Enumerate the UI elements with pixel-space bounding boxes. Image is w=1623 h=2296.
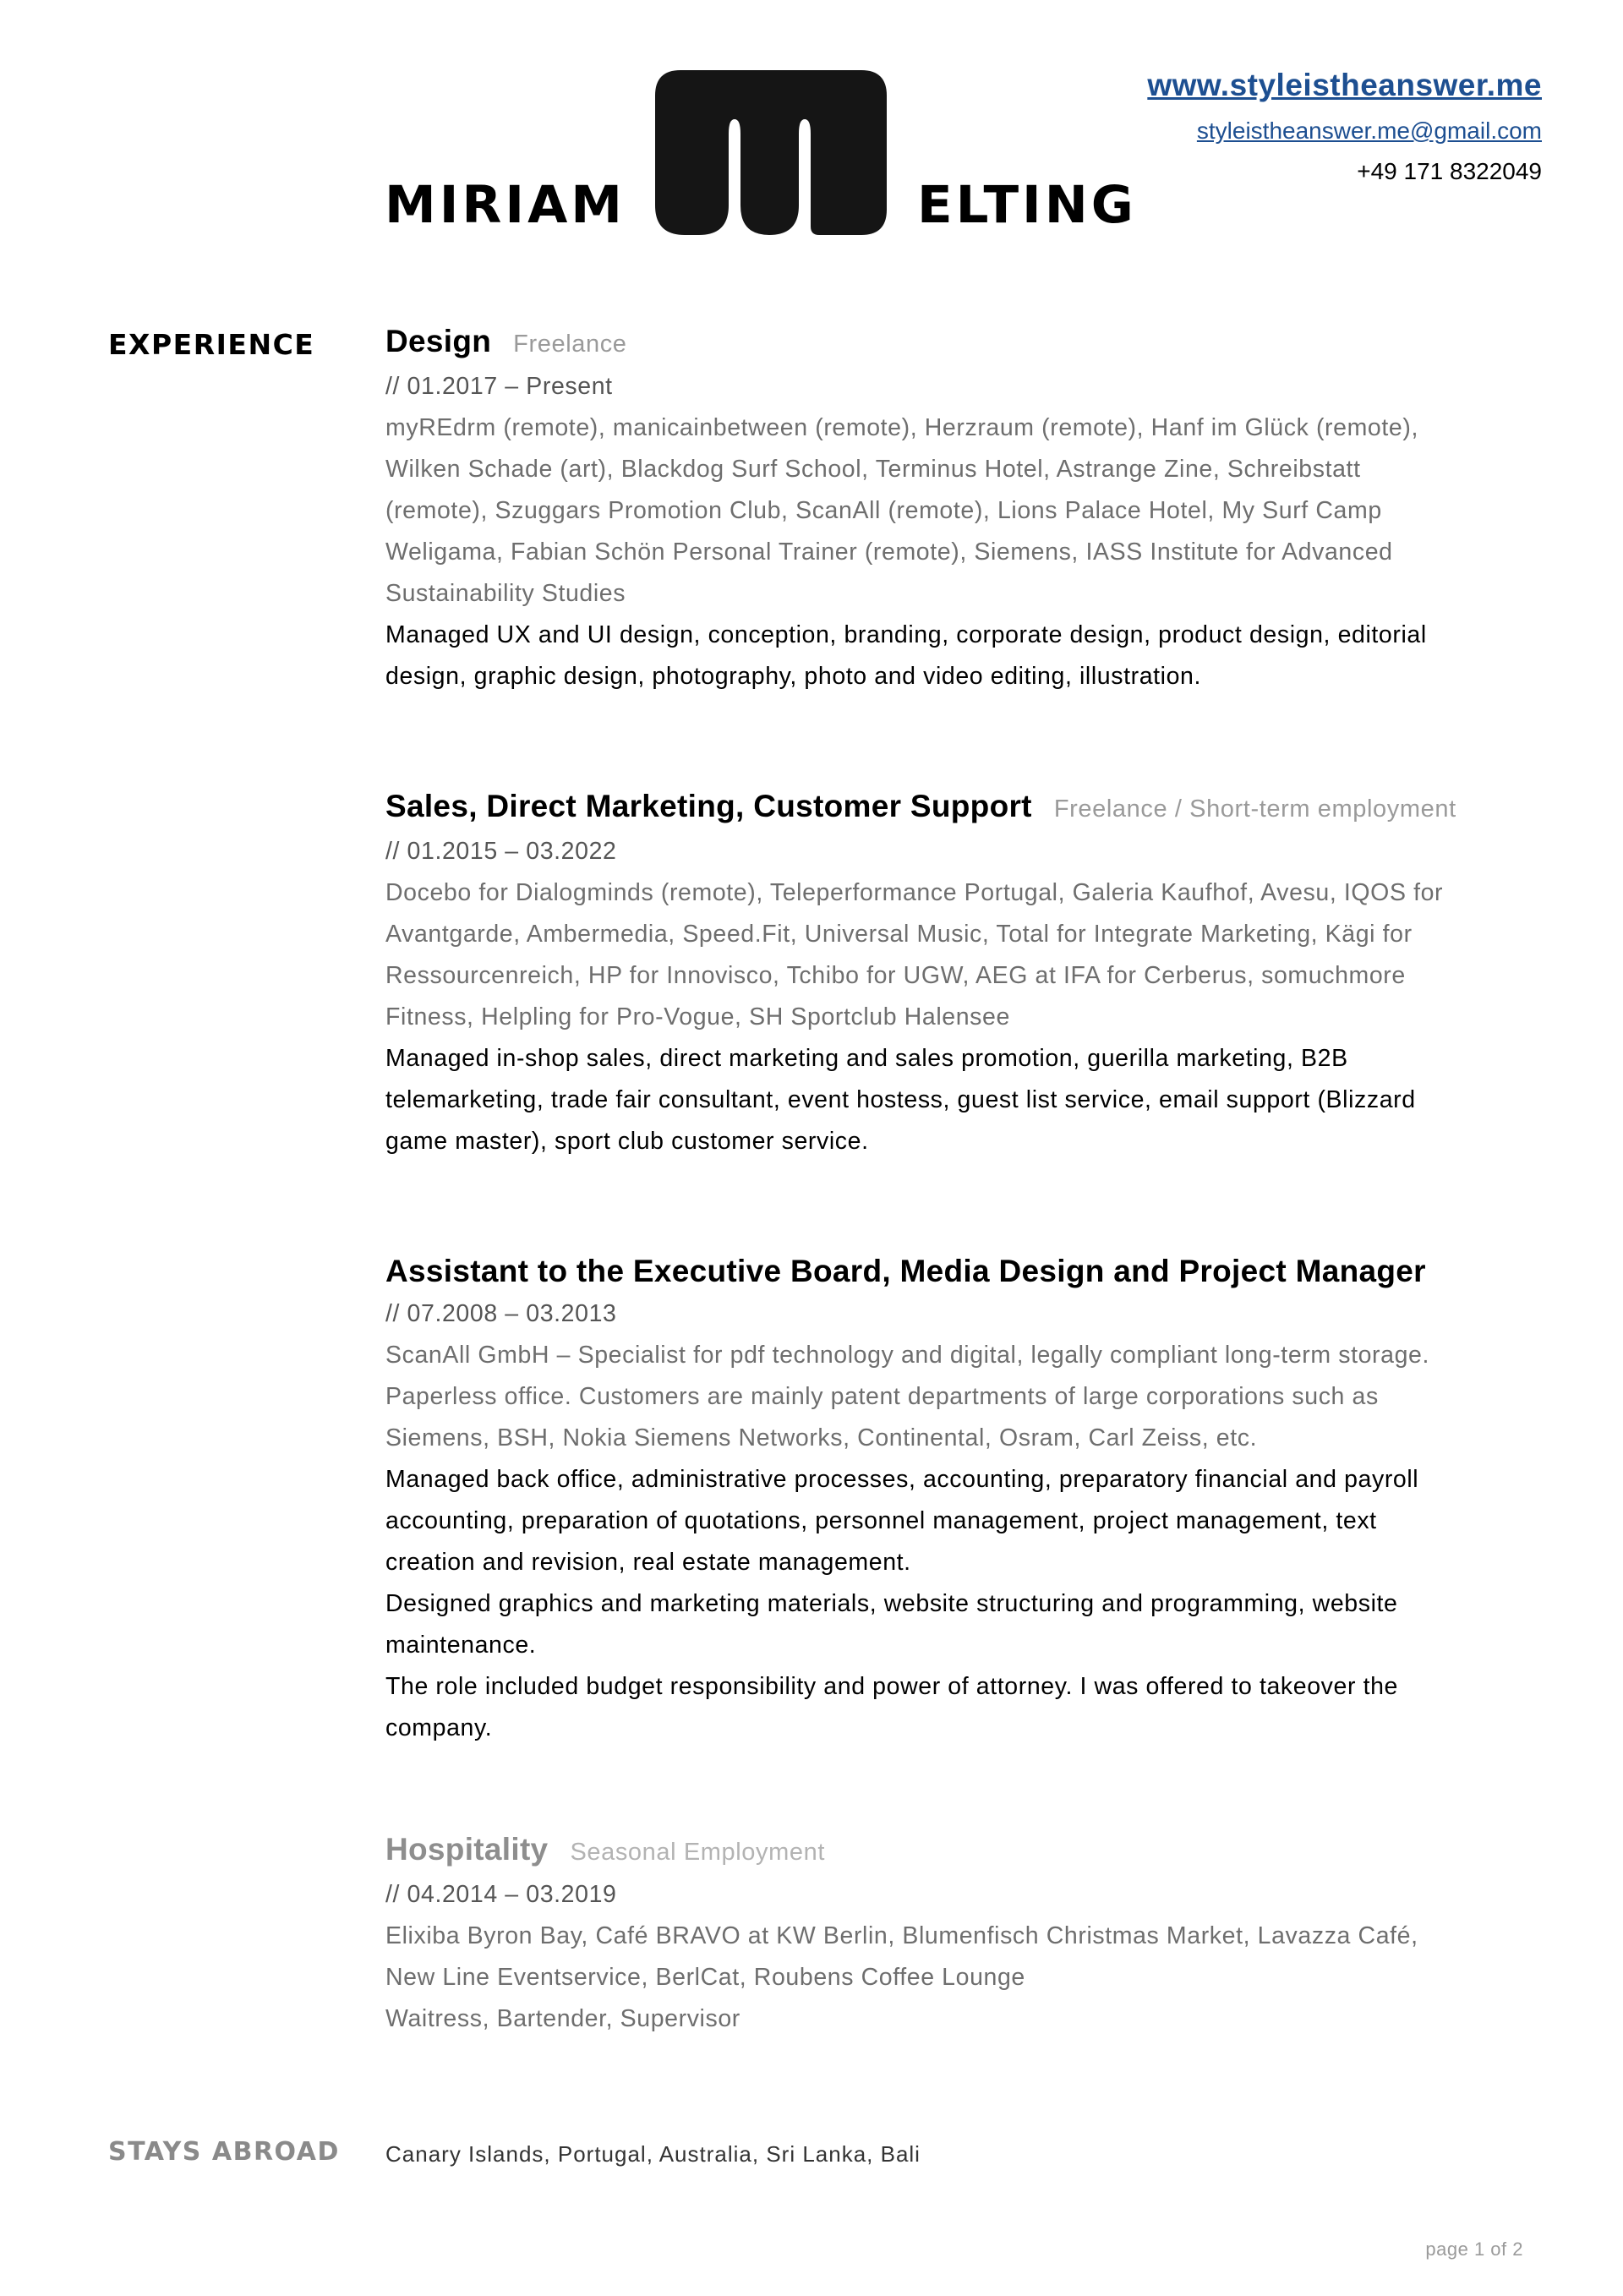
duty-line: maintenance. — [385, 1632, 537, 1659]
duty-line: Managed UX and UI design, conception, branding, corporate design, product design, editorial — [385, 621, 1427, 648]
job-title-row — [385, 784, 1527, 831]
client-line: Siemens, BSH, Nokia Siemens Networks, Continental, Osram, Carl Zeiss, etc. — [385, 1424, 1258, 1451]
job-title: Hospitality — [385, 1832, 549, 1867]
duty-line: Managed in-shop sales, direct marketing and sales promotion, guerilla marketing, B2B — [385, 1045, 1348, 1072]
duty-line: game master), sport club customer service. — [385, 1128, 869, 1155]
job-title: Design — [385, 324, 492, 358]
client-line: Fitness, Helpling for Pro-Vogue, SH Sportclub Halensee — [385, 1003, 1010, 1030]
stays-abroad-list: Canary Islands, Portugal, Australia, Sri Lanka, Bali — [385, 2141, 921, 2167]
first-name: MIRIAM — [385, 175, 626, 235]
job-title-row — [385, 320, 1527, 366]
duty-line: design, graphic design, photography, photo and video editing, illustration. — [385, 663, 1202, 690]
experience-heading: EXPERIENCE — [108, 328, 315, 361]
job-entry — [385, 1249, 1527, 1749]
job-type: Seasonal Employment — [570, 1839, 825, 1866]
contact-block — [1147, 64, 1542, 192]
duty-line: company. — [385, 1714, 493, 1741]
job-title: Assistant to the Executive Board, Media Design and Project Manager — [385, 1254, 1426, 1288]
client-line: Elixiba Byron Bay, Café BRAVO at KW Berlin, Blumenfisch Christmas Market, Lavazza Café, — [385, 1922, 1418, 1949]
client-line: Sustainability Studies — [385, 580, 626, 607]
job-entry — [385, 1828, 1527, 2040]
client-line: ScanAll GmbH – Specialist for pdf technology and digital, legally compliant long-term storage. — [385, 1342, 1430, 1369]
job-entry — [385, 320, 1527, 697]
client-line: Waitress, Bartender, Supervisor — [385, 2005, 740, 2032]
duty-line: accounting, preparation of quotations, personnel management, project management, text — [385, 1507, 1377, 1534]
client-line: New Line Eventservice, BerlCat, Roubens Coffee Lounge — [385, 1964, 1025, 1991]
client-line: Wilken Schade (art), Blackdog Surf School, Terminus Hotel, Astrange Zine, Schreibstatt — [385, 456, 1361, 483]
job-title-row — [385, 1249, 1527, 1293]
duty-line: The role included budget responsibility and power of attorney. I was offered to takeover the — [385, 1673, 1398, 1700]
job-dates: // 01.2015 – 03.2022 — [385, 838, 617, 865]
email-link[interactable]: styleistheanswer.me@gmail.com — [1196, 118, 1542, 144]
duty-line: Managed back office, administrative processes, accounting, preparatory financial and payroll — [385, 1466, 1419, 1493]
client-line: Weligama, Fabian Schön Personal Trainer (remote), Siemens, IASS Institute for Advanced — [385, 538, 1393, 566]
job-title-row — [385, 1828, 1527, 1874]
duty-line: Designed graphics and marketing materials, website structuring and programming, website — [385, 1590, 1398, 1617]
job-dates: // 04.2014 – 03.2019 — [385, 1881, 617, 1908]
website-link[interactable]: www.styleistheanswer.me — [1147, 68, 1542, 102]
client-line: Ressourcenreich, HP for Innovisco, Tchibo for UGW, AEG at IFA for Cerberus, somuchmore — [385, 962, 1406, 989]
last-name: ELTING — [917, 175, 1137, 235]
job-dates: // 01.2017 – Present — [385, 373, 613, 400]
m-logo — [655, 70, 887, 235]
client-line: Paperless office. Customers are mainly patent departments of large corporations such as — [385, 1383, 1379, 1410]
job-entry — [385, 784, 1527, 1162]
client-line: (remote), Szuggars Promotion Club, ScanAll (remote), Lions Palace Hotel, My Surf Camp — [385, 497, 1382, 524]
job-type: Freelance — [513, 331, 627, 358]
client-line: Docebo for Dialogminds (remote), Teleperformance Portugal, Galeria Kaufhof, Avesu, IQOS for — [385, 879, 1444, 906]
job-type: Freelance / Short-term employment — [1053, 795, 1456, 823]
client-line: Avantgarde, Ambermedia, Speed.Fit, Universal Music, Total for Integrate Marketing, Kägi for — [385, 921, 1413, 948]
duty-line: creation and revision, real estate management. — [385, 1549, 911, 1576]
job-dates: // 07.2008 – 03.2013 — [385, 1300, 617, 1327]
client-line: myREdrm (remote), manicainbetween (remote), Herzraum (remote), Hanf im Glück (remote), — [385, 414, 1418, 441]
page-number: page 1 of 2 — [1425, 2239, 1523, 2260]
phone-number: +49 171 8322049 — [1357, 158, 1542, 184]
job-title: Sales, Direct Marketing, Customer Support — [385, 789, 1032, 823]
stays-abroad-heading: STAYS ABROAD — [108, 2137, 340, 2167]
duty-line: telemarketing, trade fair consultant, event hostess, guest list service, email support (Blizzard — [385, 1086, 1416, 1113]
